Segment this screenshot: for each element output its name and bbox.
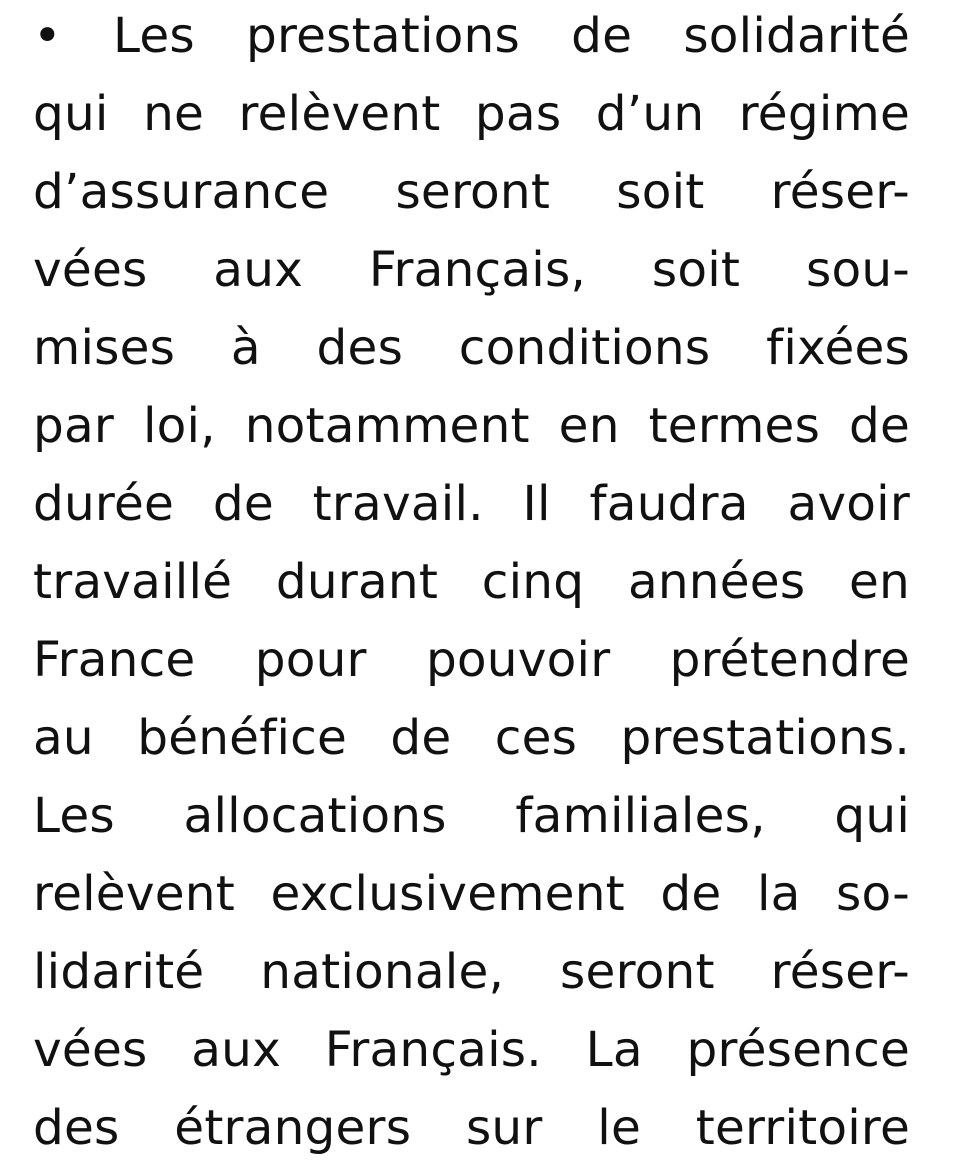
text-line-7: durée de travail. Il faudra avoir — [33, 476, 910, 532]
text-line-9: France pour pouvoir prétendre — [33, 632, 910, 688]
text-line-5: mises à des conditions fixées — [33, 320, 910, 376]
text-line-4: vées aux Français, soit sou- — [33, 242, 910, 298]
text-line-13: lidarité nationale, seront réser- — [33, 944, 910, 1000]
text-line-14: vées aux Français. La présence — [33, 1022, 910, 1078]
text-line-12: relèvent exclusivement de la so- — [33, 866, 910, 922]
text-line-15: des étrangers sur le territoire — [33, 1100, 910, 1156]
text-line-10: au bénéfice de ces prestations. — [33, 710, 910, 766]
text-line-8: travaillé durant cinq années en — [33, 554, 910, 610]
text-line-3: d’assurance seront soit réser- — [33, 164, 910, 220]
document-page — [33, 0, 910, 1168]
text-line-2: qui ne relèvent pas d’un régime — [33, 86, 910, 142]
text-line-6: par loi, notamment en termes de — [33, 398, 910, 454]
text-line-11: Les allocations familiales, qui — [33, 788, 910, 844]
text-line-1: • Les prestations de solidarité — [33, 8, 910, 64]
